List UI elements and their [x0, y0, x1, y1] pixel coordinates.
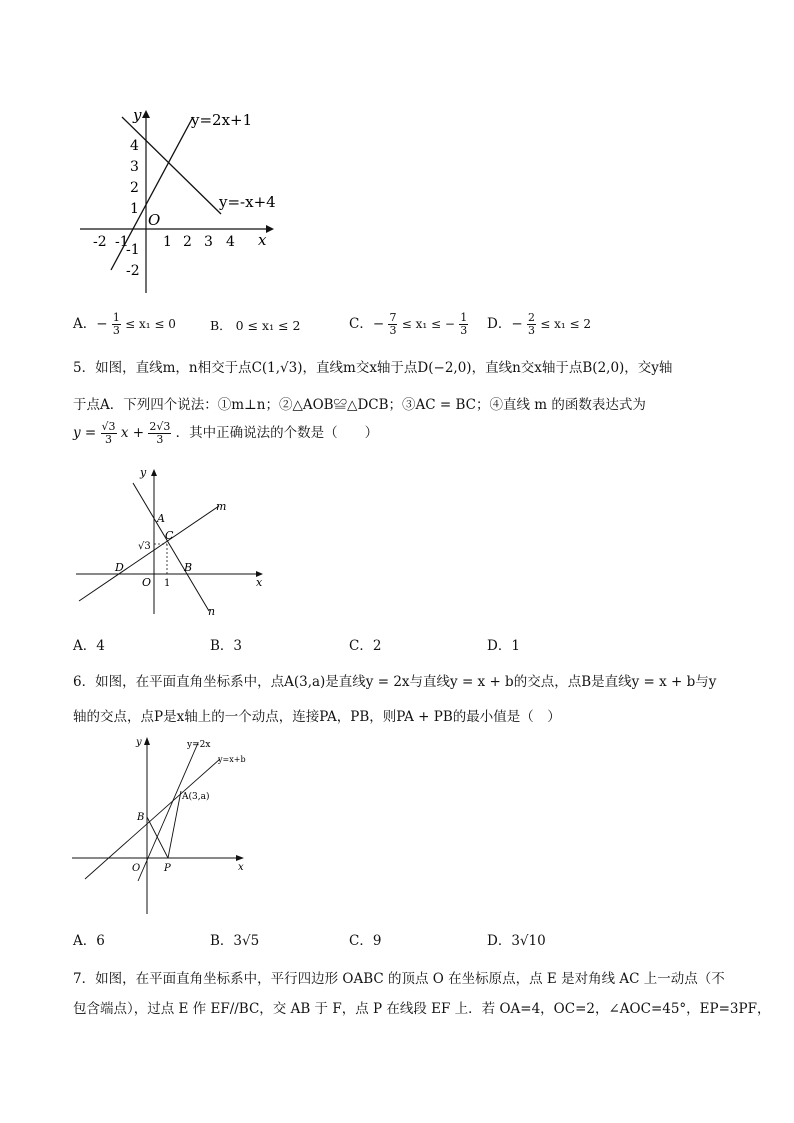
- x-tick: -2: [93, 234, 107, 250]
- figure-pa-pb-min: [70, 733, 260, 918]
- x-tick: 3: [204, 234, 213, 250]
- q5-text-line-3: y = $\frac{√3}{3}$ x + $\frac{2√3}{3}$ ．其中正确说法的个数是（ ）: [73, 420, 379, 446]
- q6-option-c[interactable]: C．9: [349, 933, 382, 949]
- q6-text-line-2: 轴的交点，点P是x轴上的一个动点，连接PA，PB，则PA + PB的最小值是（ ）: [73, 709, 561, 725]
- fraction: $\frac{√3}{3}$: [101, 420, 116, 446]
- x-arrow: [266, 225, 274, 233]
- y-tick: 4: [130, 138, 139, 154]
- q6-option-b[interactable]: B．3√5: [210, 933, 260, 949]
- m-label: m: [216, 500, 227, 513]
- q4-option-a[interactable]: A．− $\frac{1}{3}$ ≤ x₁ ≤ 0: [73, 311, 176, 337]
- y-axis-label: y: [136, 737, 142, 748]
- sqrt3-label: √3: [138, 541, 151, 552]
- line1-label: y=2x: [187, 740, 211, 750]
- line2-label: y=x+b: [218, 755, 246, 764]
- q5-option-d[interactable]: D．1: [487, 638, 520, 654]
- point-b-label: B: [137, 812, 145, 823]
- x-tick: 1: [163, 234, 172, 250]
- point-p-label: P: [164, 863, 171, 874]
- q5-text-line-1: 5．如图，直线m，n相交于点C(1,√3)，直线m交x轴于点D(−2,0)，直线n交x轴于点B(2,0)，交y轴: [73, 360, 673, 376]
- fraction: $\frac{1}{3}$: [460, 311, 468, 337]
- q5-text-line-2: 于点A．下列四个说法：①m⊥n；②△AOB≌△DCB；③AC = BC；④直线 m 的函数表达式为: [73, 397, 646, 413]
- x-axis-label: x: [258, 231, 267, 249]
- point-d-label: D: [115, 561, 124, 574]
- x-tick: 2: [183, 234, 192, 250]
- q5-option-b[interactable]: B．3: [210, 638, 243, 654]
- segment-pa: [168, 791, 181, 858]
- q4-option-d[interactable]: D．− $\frac{2}{3}$ ≤ x₁ ≤ 2: [487, 311, 591, 337]
- q6-option-d[interactable]: D．3√10: [487, 933, 546, 949]
- y-axis-label: y: [133, 106, 142, 124]
- point-a-label: A: [157, 512, 165, 525]
- figure-linear-intersection: [75, 100, 285, 300]
- origin-label: O: [148, 211, 161, 229]
- q4-option-c[interactable]: C．− $\frac{7}{3}$ ≤ x₁ ≤ − $\frac{1}{3}$: [349, 311, 468, 337]
- y-arrow: [144, 737, 150, 745]
- point-a-label: A(3,a): [182, 792, 210, 802]
- fraction: $\frac{1}{3}$: [112, 311, 120, 337]
- q4-option-b[interactable]: B． 0 ≤ x₁ ≤ 2: [210, 318, 301, 333]
- segment-pb: [147, 817, 168, 858]
- q6-text-line-1: 6．如图，在平面直角坐标系中，点A(3,a)是直线y = 2x与直线y = x + b的交点，点B是直线y = x + b与y: [73, 674, 717, 690]
- y-arrow: [151, 469, 157, 476]
- x-tick: -1: [115, 234, 129, 250]
- y-tick: 2: [130, 180, 139, 196]
- figure-lines-m-n: [70, 462, 270, 622]
- q5-option-a[interactable]: A．4: [73, 638, 105, 654]
- x-axis-label: x: [256, 576, 263, 589]
- x-axis-label: x: [238, 862, 244, 873]
- y-tick: 1: [130, 201, 139, 217]
- y-axis-label: y: [140, 466, 147, 479]
- n-label: n: [208, 605, 216, 618]
- point-b-label: B: [184, 561, 193, 574]
- x-tick: 4: [226, 234, 235, 250]
- y-tick: -1: [126, 242, 140, 258]
- fraction: $\frac{7}{3}$: [389, 311, 397, 337]
- point-c-label: C: [165, 529, 174, 542]
- fraction: $\frac{2}{3}$: [527, 311, 535, 337]
- line2-label: y=-x+4: [219, 193, 276, 211]
- one-label: 1: [164, 578, 171, 589]
- q6-option-a[interactable]: A．6: [73, 933, 105, 949]
- line-y-x-plus-b: [85, 759, 220, 879]
- y-tick: -2: [126, 263, 140, 279]
- x-arrow: [236, 855, 244, 861]
- q7-text-line-1: 7．如图，在平面直角坐标系中，平行四边形 OABC 的顶点 O 在坐标原点，点 E 是对角线 AC 上一动点（不: [73, 971, 725, 987]
- origin-label: O: [142, 576, 152, 589]
- origin-label: O: [132, 863, 141, 874]
- line1-label: y=2x+1: [191, 111, 253, 129]
- q5-option-c[interactable]: C．2: [349, 638, 382, 654]
- y-arrow: [142, 110, 150, 118]
- q7-text-line-2: 包含端点），过点 E 作 EF//BC，交 AB 于 F，点 P 在线段 EF 上．若 OA=4，OC=2，∠AOC=45°，EP=3PF，: [73, 1001, 771, 1017]
- fraction: $\frac{2√3}{3}$: [149, 420, 171, 446]
- y-tick: 3: [130, 159, 139, 175]
